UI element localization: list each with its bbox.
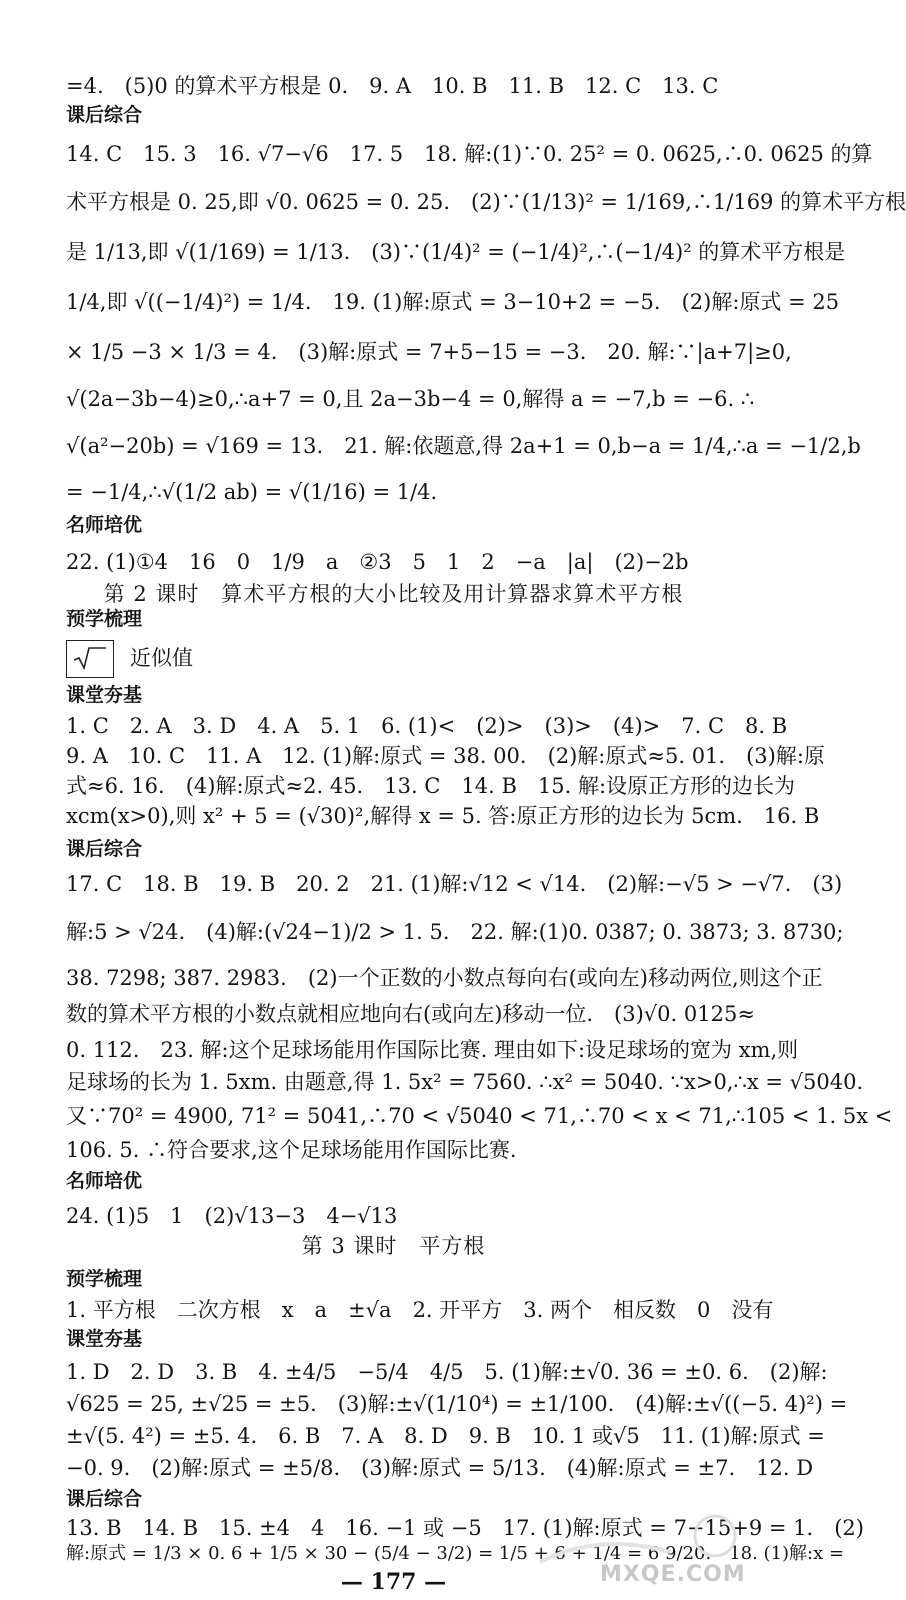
text-line: 又∵70² = 4900, 71² = 5041,∴70 < √5040 < 71,∴70 < x < 71,∴105 < 1. 5x < <box>66 1104 893 1128</box>
text-line: 解:原式 = 1/3 × 0. 6 + 1/5 × 30 − (5/4 − 3/2) = 1/5 + 6 + 1/4 = 6 9/20. 18. (1)解:x = <box>66 1543 845 1564</box>
text-line: 13. B 14. B 15. ±4 4 16. −1 或 −5 17. (1)解:原式 = 7−15+9 = 1. (2) <box>66 1516 864 1540</box>
text-line: 是 1/13,即 √(1/169) = 1/13. (3)∵(1/4)² = (−1/4)²,∴(−1/4)² 的算术平方根是 <box>66 240 846 264</box>
text-line: 9. A 10. C 11. A 12. (1)解:原式 = 38. 00. (2)解:原式≈5. 01. (3)解:原 <box>66 744 825 768</box>
text-line: √625 = 25, ±√25 = ±5. (3)解:±√(1/10⁴) = ±1/100. (4)解:±√((−5. 4)²) = <box>66 1392 848 1416</box>
section-heading: 课后综合 <box>66 104 143 126</box>
text-line: 式≈6. 16. (4)解:原式≈2. 45. 13. C 14. B 15. 解:设原正方形的边长为 <box>66 774 796 798</box>
section-heading: 课堂夯基 <box>66 684 143 706</box>
section-heading: 名师培优 <box>66 1170 143 1192</box>
lesson-title: 第 2 课时 算术平方根的大小比较及用计算器求算术平方根 <box>103 582 684 606</box>
section-heading: 预学梳理 <box>66 1268 143 1290</box>
text-line: √(2a−3b−4)≥0,∴a+7 = 0,且 2a−3b−4 = 0,解得 a = −7,b = −6. ∴ <box>66 387 755 411</box>
sqrt-icon <box>73 646 107 670</box>
text-line: 24. (1)5 1 (2)√13−3 4−√13 <box>66 1204 398 1228</box>
text-line: 1. C 2. A 3. D 4. A 5. 1 6. (1)< (2)> (3)> (4)> 7. C 8. B <box>66 714 788 738</box>
lesson-title: 第 3 课时 平方根 <box>301 1234 486 1258</box>
text-line: √(a²−20b) = √169 = 13. 21. 解:依题意,得 2a+1 = 0,b−a = 1/4,∴a = −1/2,b <box>66 434 861 458</box>
text-line: 106. 5. ∴符合要求,这个足球场能用作国际比赛. <box>66 1138 517 1162</box>
text-line: = −1/4,∴√(1/2 ab) = √(1/16) = 1/4. <box>66 480 438 504</box>
text-line: 数的算术平方根的小数点就相应地向右(或向左)移动一位. (3)√0. 0125≈ <box>66 1002 755 1026</box>
text-line: 17. C 18. B 19. B 20. 2 21. (1)解:√12 < √14. (2)解:−√5 > −√7. (3) <box>66 872 843 896</box>
text-line: 0. 112. 23. 解:这个足球场能用作国际比赛. 理由如下:设足球场的宽为 xm,则 <box>66 1038 799 1062</box>
text-line: xcm(x>0),则 x² + 5 = (√30)²,解得 x = 5. 答:原正方形的边长为 5cm. 16. B <box>66 804 820 828</box>
text-line: 38. 7298; 387. 2983. (2)一个正数的小数点每向右(或向左)移动两位,则这个正 <box>66 966 823 990</box>
text-line: 足球场的长为 1. 5xm. 由题意,得 1. 5x² = 7560. ∴x² = 5040. ∵x>0,∴x = √5040. <box>66 1070 864 1094</box>
sqrt-symbol-box <box>66 640 114 678</box>
text-line: −0. 9. (2)解:原式 = ±5/8. (3)解:原式 = 5/13. (4)解:原式 = ±7. 12. D <box>66 1456 814 1480</box>
text-line: 22. (1)①4 16 0 1/9 a ②3 5 1 2 −a |a| (2)−2b <box>66 550 689 574</box>
section-heading: 课后综合 <box>66 1488 143 1510</box>
text-line: 1/4,即 √((−1/4)²) = 1/4. 19. (1)解:原式 = 3−10+2 = −5. (2)解:原式 = 25 <box>66 290 840 314</box>
text-line: 1. 平方根 二次方根 x a ±√a 2. 开平方 3. 两个 相反数 0 没有 <box>66 1298 774 1322</box>
text-line: 近似值 <box>130 646 193 670</box>
text-line: 14. C 15. 3 16. √7−√6 17. 5 18. 解:(1)∵0. 25² = 0. 0625,∴0. 0625 的算 <box>66 142 873 166</box>
text-line: 1. D 2. D 3. B 4. ±4/5 −5/4 4/5 5. (1)解:±√0. 36 = ±0. 6. (2)解: <box>66 1360 828 1384</box>
text-line: =4. (5)0 的算术平方根是 0. 9. A 10. B 11. B 12. C 13. C <box>66 74 719 98</box>
section-heading: 课后综合 <box>66 838 143 860</box>
section-heading: 课堂夯基 <box>66 1328 143 1350</box>
section-heading: 名师培优 <box>66 514 143 536</box>
text-line: 解:5 > √24. (4)解:(√24−1)/2 > 1. 5. 22. 解:(1)0. 0387; 0. 3873; 3. 8730; <box>66 920 844 944</box>
text-line: 术平方根是 0. 25,即 √0. 0625 = 0. 25. (2)∵(1/13)² = 1/169,∴1/169 的算术平方根 <box>66 190 906 214</box>
text-line: × 1/5 −3 × 1/3 = 4. (3)解:原式 = 7+5−15 = −3. 20. 解:∵|a+7|≥0, <box>66 340 792 364</box>
watermark-text: MXQE.COM <box>600 1562 746 1587</box>
section-heading: 预学梳理 <box>66 608 143 630</box>
text-line: ±√(5. 4²) = ±5. 4. 6. B 7. A 8. D 9. B 10. 1 或√5 11. (1)解:原式 = <box>66 1424 825 1448</box>
page-number: — 177 — <box>340 1569 447 1595</box>
